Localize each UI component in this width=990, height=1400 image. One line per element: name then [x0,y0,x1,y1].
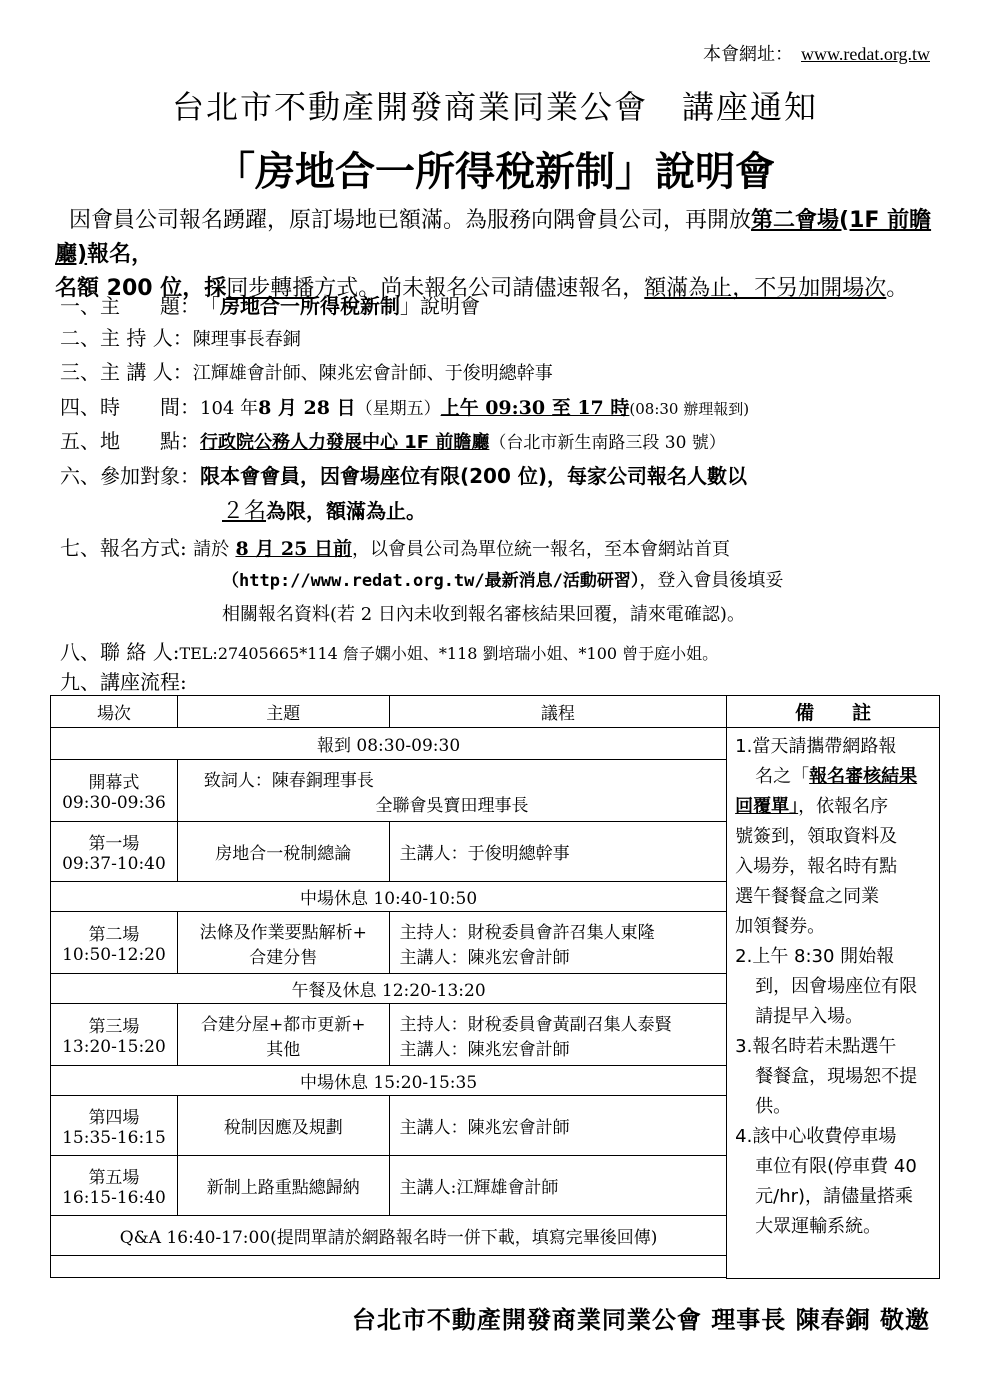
topic-line-1: 合建分屋+都市更新+ [201,1014,366,1035]
page-title: 「房地合一所得稅新制」說明會 [215,149,775,195]
item-flow [60,666,940,695]
session-name: 開幕式 [88,773,140,793]
signature: 台北市不動產開發商業同業公會 理事長 陳春銅 敬邀 [351,1305,930,1334]
break-cell: 中場休息 10:40-10:50 [51,882,727,912]
spacer-cell [51,1256,727,1278]
col-header-agenda: 議程 [389,696,727,728]
note-2-c: 請提早入場。 [755,1006,864,1027]
note-1-c: ，依報名序 [798,796,889,817]
note-1-d: 號簽到，領取資料及 [735,826,898,847]
item-target-cont [222,494,922,525]
agenda-cell: 主講人：于俊明總幹事 [389,822,727,882]
agenda-line-2: 主講人：陳兆宏會計師 [399,947,570,968]
note-3: 3.報名時若未點選午 [735,1036,897,1057]
opening-line-1: 致詞人：陳春銅理事長 [203,770,374,791]
break-cell: 中場休息 15:20-15:35 [51,1066,727,1096]
place-value: 行政院公務人力發展中心 1F 前瞻廳 [200,432,490,453]
note-1-g: 加領餐券。 [735,916,826,937]
session-time: 15:35-16:15 [62,1128,166,1148]
topic-value: 房地合一所得稅新制 [220,294,400,318]
place-label: 五、地 點： [60,429,200,453]
checkin-cell: 報到 08:30-09:30 [51,728,727,760]
table-header-row [51,696,940,728]
session-name: 第二場 [88,925,140,945]
item-host [60,322,940,351]
agenda-line-2: 主講人：陳兆宏會計師 [399,1039,570,1060]
note-2: 2.上午 8:30 開始報 [735,946,895,967]
target-num: ２名 [222,499,267,524]
notes-cell [727,728,940,1279]
intro-broadcast: 同步轉播 [226,276,315,301]
session-time: 09:30-09:36 [62,793,166,813]
topic-open: 「 [200,294,220,318]
target-line2: 為限，額滿為止。 [266,499,427,523]
topic-cell: 稅制因應及規劃 [177,1096,389,1156]
speaker-label: 三、主 講 人： [60,360,193,384]
reg-text-c: ，登入會員後填妥 [639,570,784,591]
note-1-f: 選午餐餐盒之同業 [735,886,880,907]
reg-text-a: 請於 [193,539,230,560]
qa-cell: Q&A 16:40-17:00(提問單請於網路報名時一併下載，填寫完畢後回傳) [51,1216,727,1256]
reg-label: 七、報名方式: [60,536,187,560]
contact-value: TEL:27405665*114 詹子嫻小姐、*118 劉培瑞小姐、*100 曾于庭小姐。 [179,644,719,663]
topic-line-2: 合建分售 [249,947,318,968]
agenda-cell: 主講人：陳兆宏會計師 [389,1096,727,1156]
session-cell [51,822,178,882]
site-url-link[interactable]: www.redat.org.tw [801,44,930,64]
speaker-value: 江輝雄會計師、陳兆宏會計師、于俊明總幹事 [192,363,553,384]
target-line1: 限本會會員，因會場座位有限(200 位)，每家公司報名人數以 [200,464,747,488]
topic-cell: 房地合一稅制總論 [177,822,389,882]
session-time: 16:15-16:40 [62,1188,166,1208]
intro-second-venue: 第二會場(1F 前瞻廳) [55,208,932,267]
reg-date: 8 月 25 日前 [235,538,352,560]
session-name: 第五場 [88,1168,140,1188]
note-1-form: 報名審核結果 [809,766,918,787]
intro-text-1: 因會員公司報名踴躍，原訂場地已額滿。為服務向隅會員公司，再開放 [69,208,752,233]
col-header-notes: 備 註 [727,696,940,728]
item-place [60,425,940,454]
topic-line-1: 法條及作業要點解析+ [199,922,367,943]
topic-cell: 新制上路重點總歸納 [177,1156,389,1216]
time-note: (08:30 辦理報到) [629,400,750,418]
note-4: 4.該中心收費停車場 [735,1126,897,1147]
host-value: 陳理事長春銅 [192,329,301,350]
note-4-b: 車位有限(停車費 40 [755,1156,917,1177]
item-topic [60,290,940,319]
session-cell [51,1096,178,1156]
contact-label: 八、聯 絡 人: [60,640,180,664]
org-title: 台北市不動產開發商業同業公會 講座通知 [171,88,818,126]
item-speaker [60,356,940,385]
opening-agenda-cell [177,760,726,822]
site-address [703,40,930,66]
session-cell [51,912,178,974]
host-label: 二、主 持 人： [60,326,193,350]
session-time: 09:37-10:40 [62,854,166,874]
session-cell [51,1004,178,1066]
topic-cell [177,1004,389,1066]
item-registration-2 [222,566,942,592]
intro-text-2: 名額 200 位，採 [55,276,227,301]
place-address: （台北市新生南路三段 30 號） [489,433,726,453]
session-cell [51,1156,178,1216]
time-week: （星期五） [355,399,441,419]
time-label: 四、時 間： [60,395,200,419]
item-target [60,460,940,489]
agenda-line-1: 主持人：財稅委員會許召集人東隆 [399,922,655,943]
item-registration-3 [222,600,942,626]
agenda-cell [389,1004,727,1066]
reg-text-b: ，以會員公司為單位統一報名，至本會網站首頁 [351,539,730,560]
session-name: 第四場 [88,1108,140,1128]
agenda-cell [389,912,727,974]
agenda-line-1: 主持人：財稅委員會黃副召集人泰賢 [399,1014,672,1035]
reg-url-link[interactable]: （http://www.redat.org.tw/最新消息/活動研習） [222,571,640,591]
time-date: 8 月 28 日 [258,397,356,419]
lunch-cell: 午餐及休息 12:20-13:20 [51,974,727,1004]
session-name: 第三場 [88,1017,140,1037]
intro-text-1-end: 報名， [87,242,154,267]
intro-text-end: 。 [886,276,909,301]
note-1-form-2: 回覆單」 [735,796,799,817]
session-time: 10:50-12:20 [62,945,166,965]
item-time [60,391,940,420]
item-registration [60,532,940,561]
session-time: 13:20-15:20 [62,1037,166,1057]
intro-text-3: 方式。尚未報名公司請儘速報名， [314,276,645,301]
session-name: 第一場 [88,834,140,854]
opening-line-2: 全聯會吳寶田理事長 [375,795,529,816]
note-4-c: 元/hr)，請儘量搭乘 [755,1186,914,1207]
site-label: 本會網址： [703,44,794,65]
agenda-cell: 主講人:江輝雄會計師 [389,1156,727,1216]
note-4-d: 大眾運輸系統。 [755,1216,882,1237]
topic-close: 」說明會 [400,294,480,318]
note-1-b: 名之「 [755,766,810,787]
table-row [51,728,940,760]
col-header-topic: 主題 [177,696,389,728]
topic-label: 一、主 題： [60,294,200,318]
target-label: 六、參加對象： [60,464,200,488]
schedule-table [50,695,940,1279]
reg-text-d: 相關報名資料(若 2 日內未收到報名審核結果回覆，請來電確認)。 [222,604,745,625]
topic-cell [177,912,389,974]
item-contact [60,636,940,665]
time-range: 上午 09:30 至 17 時 [440,397,630,419]
note-3-b: 餐餐盒，現場恕不提 [755,1066,918,1087]
time-year: 104 年 [200,398,259,419]
col-header-session: 場次 [51,696,178,728]
flow-label: 九、講座流程: [60,670,187,694]
session-cell [51,760,178,822]
note-1: 1.當天請攜帶網路報 [735,736,897,757]
note-3-c: 供。 [755,1096,792,1117]
note-1-e: 入場券，報名時有點 [735,856,898,877]
topic-line-2: 其他 [266,1039,301,1060]
note-2-b: 到，因會場座位有限 [755,976,918,997]
intro-full-note: 額滿為止，不另加開場次 [644,276,887,301]
